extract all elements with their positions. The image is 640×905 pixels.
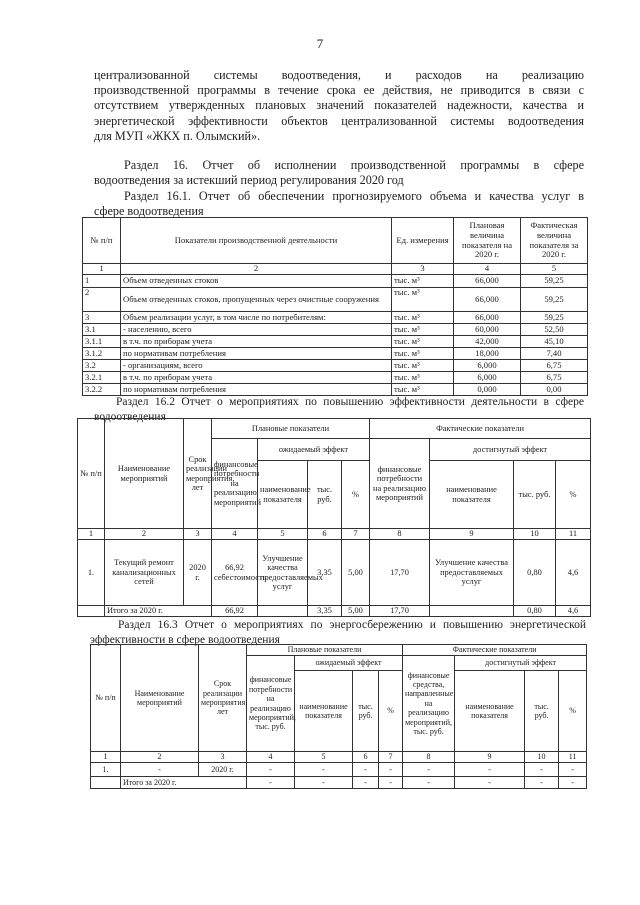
- column-header: наименование показателя: [258, 461, 308, 529]
- table-cell: -: [559, 763, 587, 777]
- column-number: 7: [379, 752, 403, 763]
- text-line: Раздел 16.1. Отчет об обеспечении прогнозируемого объема и качества услуг в: [124, 189, 584, 203]
- table-cell: тыс. м³: [392, 384, 454, 396]
- table-cell: -: [559, 777, 587, 789]
- table-cell: 3,35: [308, 606, 342, 617]
- table-cell: 3: [83, 312, 121, 324]
- column-number: 11: [556, 529, 591, 540]
- text-line: Раздел 16. Отчет об исполнении производственной программы в сфере: [124, 158, 584, 172]
- table-cell: [258, 606, 308, 617]
- text-line: водоотведения за истекший период регулирования 2020 год: [94, 173, 404, 188]
- table-cell: 3.1: [83, 324, 121, 336]
- table-cell: тыс. м³: [392, 312, 454, 324]
- table-cell: Улучшение качества предоставляемых услуг: [430, 540, 514, 606]
- table-cell: 66,92 себестоимость: [212, 540, 258, 606]
- column-number: 3: [199, 752, 247, 763]
- section-16-1-heading: [94, 189, 584, 219]
- table-cell: тыс. м³: [392, 288, 454, 312]
- table-cell: 2020 г.: [184, 540, 212, 606]
- table-cell: -: [379, 777, 403, 789]
- column-header: Наименование мероприятий: [105, 419, 184, 529]
- column-header: %: [379, 671, 403, 752]
- table-cell: 3,35: [308, 540, 342, 606]
- column-header: № п/п: [78, 419, 105, 529]
- table-cell: 59,25: [521, 312, 588, 324]
- table-cell: [91, 777, 121, 789]
- column-header: наименование показателя: [455, 671, 525, 752]
- column-number: 8: [370, 529, 430, 540]
- table-cell: 3.2.1: [83, 372, 121, 384]
- column-header: Фактическая величина показателя за 2020 г.: [521, 218, 588, 264]
- table-cell: -: [295, 763, 353, 777]
- column-number: 1: [78, 529, 105, 540]
- table-cell: 42,000: [454, 336, 521, 348]
- column-number: 5: [521, 264, 588, 275]
- column-number: 1: [91, 752, 121, 763]
- column-number: 10: [525, 752, 559, 763]
- column-header: Фактические показатели: [403, 645, 587, 656]
- table-efficiency-measures: [77, 418, 591, 617]
- table-cell: 7,40: [521, 348, 588, 360]
- table-header-row: [91, 645, 587, 656]
- column-number-row: [78, 529, 591, 540]
- table-cell: -: [353, 777, 379, 789]
- table-cell: 2: [83, 288, 121, 312]
- table-cell: 0,80: [514, 606, 556, 617]
- table-cell: Объем реализации услуг, в том числе по потребителям:: [121, 312, 392, 324]
- column-number: 4: [454, 264, 521, 275]
- table-cell: тыс. м³: [392, 324, 454, 336]
- table-cell: 66,000: [454, 312, 521, 324]
- table-cell: 3.2: [83, 360, 121, 372]
- text-line: отсутствием утвержденных плановых значений показателей надежности, качества и: [94, 98, 584, 113]
- table-cell: -: [403, 777, 455, 789]
- text-line: водоотведения: [94, 411, 166, 424]
- text-line: производственной программы в течение срока ее действия, не приводится в связи с: [94, 83, 584, 98]
- table-cell: - населению, всего: [121, 324, 392, 336]
- text-line: Раздел 16.3 Отчет о мероприятиях по энергосбережению и повышению энергетической: [118, 619, 586, 631]
- table-cell: 0,000: [454, 384, 521, 396]
- table-cell: Объем отведенных стоков: [121, 275, 392, 288]
- table-cell: 66,000: [454, 288, 521, 312]
- column-header: наименование показателя: [295, 671, 353, 752]
- column-header: № п/п: [83, 218, 121, 264]
- column-number-row: [83, 264, 588, 275]
- table-row: [83, 384, 588, 396]
- table-cell: Итого за 2020 г.: [121, 777, 247, 789]
- table-cell: 60,000: [454, 324, 521, 336]
- table-cell: -: [403, 763, 455, 777]
- column-header: тыс. руб.: [514, 461, 556, 529]
- column-header: тыс. руб.: [308, 461, 342, 529]
- table-cell: в т.ч. по приборам учета: [121, 372, 392, 384]
- text-line: для МУП «ЖКХ п. Олымский».: [94, 128, 261, 143]
- table-row: [83, 324, 588, 336]
- table-cell: 3.1.2: [83, 348, 121, 360]
- column-header: %: [559, 671, 587, 752]
- table-cell: 6,000: [454, 360, 521, 372]
- column-number: 11: [559, 752, 587, 763]
- column-header: Ед. измерения: [392, 218, 454, 264]
- table-cell: 52,50: [521, 324, 588, 336]
- table-cell: 3.2.2: [83, 384, 121, 396]
- table-cell: 3.1.1: [83, 336, 121, 348]
- column-number: 3: [392, 264, 454, 275]
- table-cell: тыс. м³: [392, 360, 454, 372]
- intro-paragraph: [94, 68, 584, 144]
- text-line: сфере водоотведения: [94, 204, 204, 219]
- table-row: [83, 288, 588, 312]
- table-header-row: [83, 218, 588, 264]
- table-total-row: [91, 777, 587, 789]
- column-header: ожидаемый эффект: [295, 656, 403, 671]
- table-cell: 5,00: [342, 540, 370, 606]
- table-cell: в т.ч. по приборам учета: [121, 336, 392, 348]
- table-cell: -: [353, 763, 379, 777]
- table-cell: 59,25: [521, 288, 588, 312]
- table-cell: [430, 606, 514, 617]
- column-number: 1: [83, 264, 121, 275]
- column-header: финансовые потребности на реализацию мероприятий: [212, 439, 258, 529]
- column-number: 9: [455, 752, 525, 763]
- table-cell: [78, 606, 105, 617]
- table-cell: -: [295, 777, 353, 789]
- column-number: 6: [308, 529, 342, 540]
- table-cell: -: [379, 763, 403, 777]
- table-row: [83, 312, 588, 324]
- table-cell: -: [247, 777, 295, 789]
- table-cell: 0,00: [521, 384, 588, 396]
- column-header: финансовые потребности на реализацию мероприятий, тыс. руб.: [247, 656, 295, 752]
- table-cell: Итого за 2020 г.: [105, 606, 212, 617]
- table-total-row: [78, 606, 591, 617]
- table-cell: 6,75: [521, 360, 588, 372]
- table-cell: - организациям, всего: [121, 360, 392, 372]
- table-cell: -: [121, 763, 199, 777]
- column-number: 5: [258, 529, 308, 540]
- table-cell: Объем отведенных стоков, пропущенных через очистные сооружения: [121, 288, 392, 312]
- text-line: энергетической эффективности объектов централизованной системы водоотведения: [94, 113, 584, 128]
- table-cell: -: [525, 777, 559, 789]
- column-number: 4: [247, 752, 295, 763]
- table-cell: 6,75: [521, 372, 588, 384]
- text-line: централизованной системы водоотведения, и расходов на реализацию: [94, 68, 584, 82]
- column-header: Плановые показатели: [247, 645, 403, 656]
- column-number: 2: [105, 529, 184, 540]
- column-number: 5: [295, 752, 353, 763]
- table-cell: -: [455, 777, 525, 789]
- column-header: ожидаемый эффект: [258, 439, 370, 461]
- column-header: финансовые средства, направленные на реализацию мероприятий, тыс. руб.: [403, 656, 455, 752]
- column-number: 2: [121, 264, 392, 275]
- table-cell: 59,25: [521, 275, 588, 288]
- table-cell: 66,000: [454, 275, 521, 288]
- column-number: 8: [403, 752, 455, 763]
- table-cell: тыс. м³: [392, 336, 454, 348]
- table-cell: 1.: [91, 763, 121, 777]
- table-cell: 4,6: [556, 606, 591, 617]
- table-row: [83, 275, 588, 288]
- table-row: [83, 336, 588, 348]
- column-number: 7: [342, 529, 370, 540]
- table-cell: -: [247, 763, 295, 777]
- table-cell: Улучшение качества предоставляемых услуг: [258, 540, 308, 606]
- column-number: 6: [353, 752, 379, 763]
- table-header-row: [78, 419, 591, 439]
- column-number: 2: [121, 752, 199, 763]
- table-cell: -: [525, 763, 559, 777]
- column-header: %: [342, 461, 370, 529]
- table-cell: 1: [83, 275, 121, 288]
- table-cell: 5,00: [342, 606, 370, 617]
- table-cell: 66,92: [212, 606, 258, 617]
- table-cell: 4,6: [556, 540, 591, 606]
- table-cell: 18,000: [454, 348, 521, 360]
- table-cell: 6,000: [454, 372, 521, 384]
- column-header: Показатели производственной деятельности: [121, 218, 392, 264]
- column-number: 4: [212, 529, 258, 540]
- column-header: тыс. руб.: [353, 671, 379, 752]
- column-header: %: [556, 461, 591, 529]
- table-row: [83, 360, 588, 372]
- table-row: [83, 372, 588, 384]
- text-line: эффективности в сфере водоотведения: [90, 634, 280, 647]
- table-cell: 45,10: [521, 336, 588, 348]
- table-cell: тыс. м³: [392, 348, 454, 360]
- table-cell: по нормативам потребления: [121, 348, 392, 360]
- table-cell: тыс. м³: [392, 275, 454, 288]
- column-header: Срок реализации мероприятия, лет: [199, 645, 247, 752]
- table-cell: Текущий ремонт канализационных сетей: [105, 540, 184, 606]
- table-cell: 1.: [78, 540, 105, 606]
- table-cell: по нормативам потребления: [121, 384, 392, 396]
- column-header: Плановые показатели: [212, 419, 370, 439]
- column-header: наименование показателя: [430, 461, 514, 529]
- column-header: Срок реализации мероприятия, лет: [184, 419, 212, 529]
- table-energy-saving-measures: [90, 644, 587, 789]
- table-cell: -: [455, 763, 525, 777]
- page-number: 7: [316, 36, 324, 51]
- column-header: Плановая величина показателя на 2020 г.: [454, 218, 521, 264]
- column-header: достигнутый эффект: [455, 656, 587, 671]
- column-header: № п/п: [91, 645, 121, 752]
- column-header: Фактические показатели: [370, 419, 591, 439]
- column-header: достигнутый эффект: [430, 439, 591, 461]
- table-cell: 17,70: [370, 606, 430, 617]
- column-number-row: [91, 752, 587, 763]
- column-header: Наименование мероприятий: [121, 645, 199, 752]
- column-number: 3: [184, 529, 212, 540]
- column-header: финансовые потребности на реализацию мероприятий: [370, 439, 430, 529]
- column-header: тыс. руб.: [525, 671, 559, 752]
- section-16-heading: [94, 158, 584, 188]
- column-number: 10: [514, 529, 556, 540]
- table-cell: 0,80: [514, 540, 556, 606]
- table-cell: 17,70: [370, 540, 430, 606]
- table-cell: 2020 г.: [199, 763, 247, 777]
- column-number: 9: [430, 529, 514, 540]
- text-line: Раздел 16.2 Отчет о мероприятиях по повышению эффективности деятельности в сфере: [116, 396, 584, 408]
- table-cell: тыс. м³: [392, 372, 454, 384]
- table-row: [91, 763, 587, 777]
- table-production-volume: [82, 217, 588, 396]
- table-row: [83, 348, 588, 360]
- table-row: [78, 540, 591, 606]
